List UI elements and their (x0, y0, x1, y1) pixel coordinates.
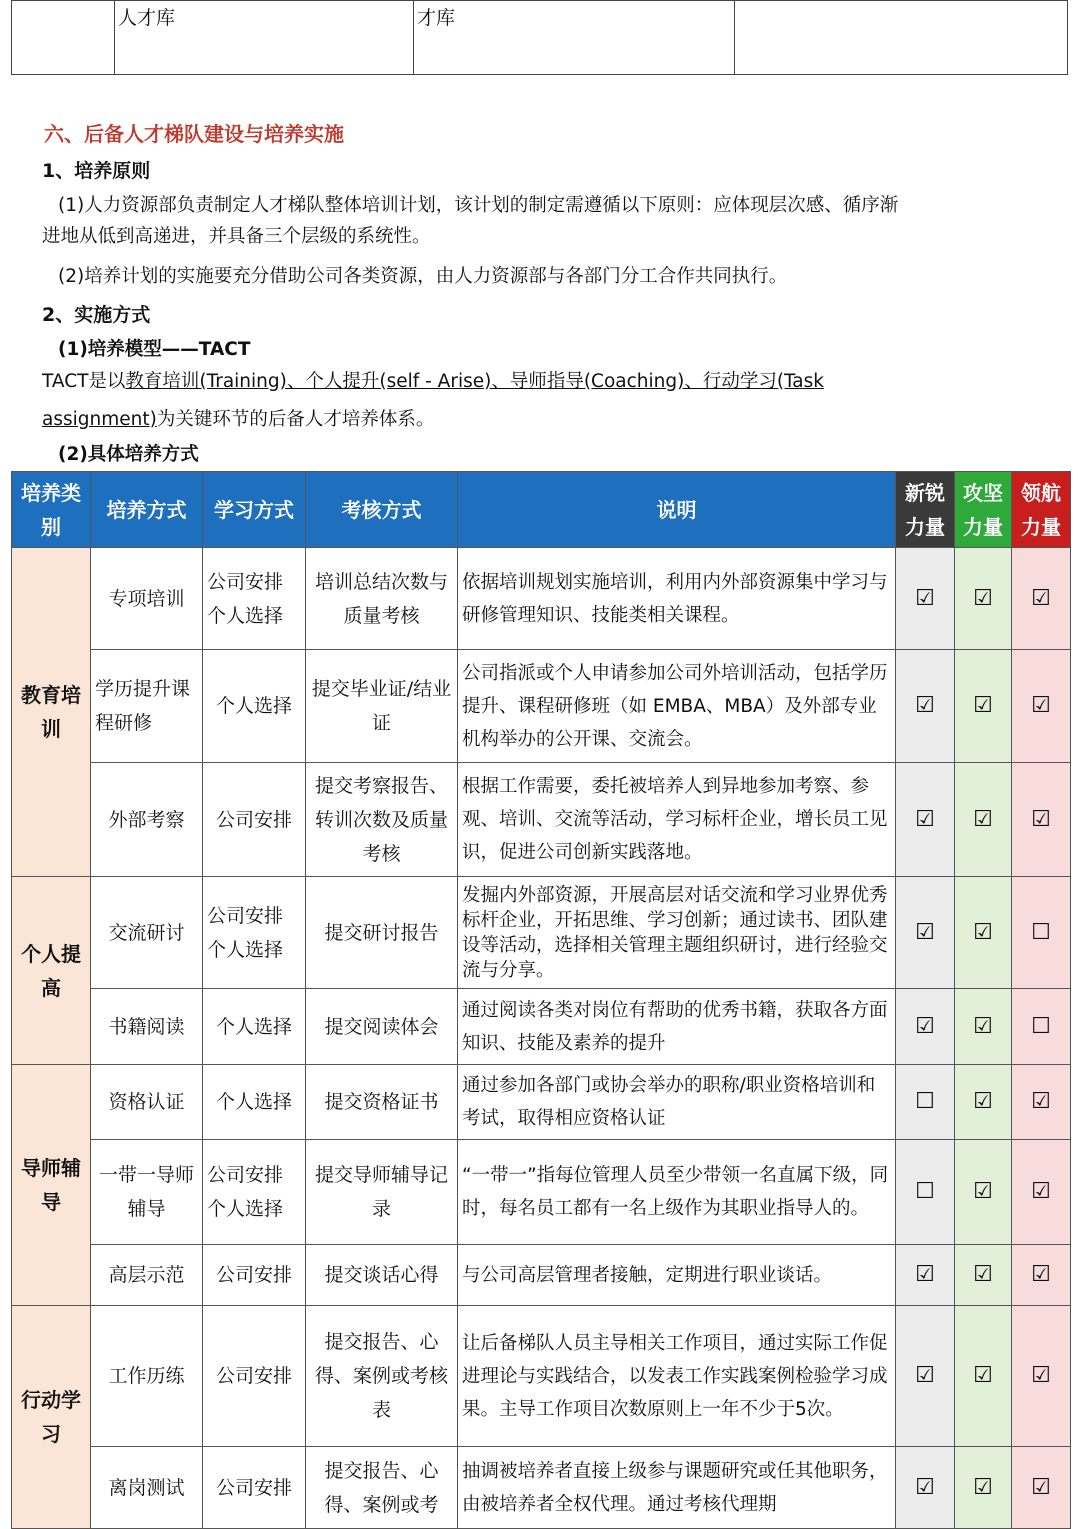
checked-box-icon: ☑ (1031, 585, 1051, 611)
checked-box-icon: ☑ (915, 693, 935, 718)
checked-box-icon: ☑ (1031, 1089, 1051, 1114)
table-row (12, 763, 1071, 877)
assessment-cell: 提交报告、心得、案例或考核表 (306, 1306, 458, 1447)
attack-force-mark (955, 1447, 1012, 1529)
description-cell: 通过阅读各类对岗位有帮助的优秀书籍，获取各方面知识、技能及素养的提升 (458, 989, 896, 1065)
checked-box-icon: ☑ (915, 585, 935, 611)
new-force-mark (896, 763, 955, 877)
section-title: 六、后备人才梯队建设与培养实施 (44, 122, 344, 146)
learning-cell: 公司安排 (203, 1447, 306, 1529)
header-learning: 学习方式 (203, 472, 306, 548)
learning-cell: 个人选择 (203, 650, 306, 763)
checked-box-icon: ☑ (1031, 693, 1051, 718)
method-cell: 资格认证 (91, 1065, 203, 1140)
model-title: (1)培养模型——TACT (58, 339, 251, 360)
assessment-cell: 提交毕业证/结业证 (306, 650, 458, 763)
lead-force-mark (1012, 1140, 1071, 1245)
header-description: 说明 (458, 472, 896, 548)
header-new-force: 新锐力量 (896, 472, 955, 548)
checked-box-icon: ☑ (973, 1363, 993, 1388)
checked-box-icon: ☑ (1031, 1262, 1051, 1287)
description-cell: 发掘内外部资源，开展高层对话交流和学习业界优秀标杆企业，开拓思维、学习创新；通过读书、团队建设等活动，选择相关管理主题组织研讨，进行经验交流与分享。 (458, 877, 896, 989)
assessment-cell: 提交谈话心得 (306, 1245, 458, 1306)
checked-box-icon: ☑ (973, 1179, 993, 1204)
description-cell: 与公司高层管理者接触，定期进行职业谈话。 (458, 1245, 896, 1306)
learning-cell: 公司安排个人选择 (203, 877, 306, 989)
description-cell: “一带一”指每位管理人员至少带领一名直属下级，同时，每名员工都有一名上级作为其职业指导人的。 (458, 1140, 896, 1245)
prev-cell-2: 才库 (414, 1, 735, 75)
new-force-mark (896, 989, 955, 1065)
lead-force-mark (1012, 877, 1071, 989)
header-lead-force: 领航力量 (1012, 472, 1071, 548)
prev-cell-0 (12, 1, 115, 75)
principle-2: (2)培养计划的实施要充分借助公司各类资源，由人力资源部与各部门分工合作共同执行。 (58, 266, 788, 287)
header-category: 培养类别 (12, 472, 91, 548)
checked-box-icon: ☑ (1031, 1474, 1051, 1500)
learning-cell: 公司安排个人选择 (203, 548, 306, 650)
unchecked-box-icon: ☐ (1031, 919, 1051, 945)
new-force-mark (896, 1245, 955, 1306)
attack-force-mark (955, 1245, 1012, 1306)
lead-force-mark (1012, 1306, 1071, 1447)
method-cell: 工作历练 (91, 1306, 203, 1447)
prev-cell-1: 人才库 (115, 1, 414, 75)
attack-force-mark (955, 989, 1012, 1065)
learning-cell: 个人选择 (203, 989, 306, 1065)
header-attack-force: 攻坚力量 (955, 472, 1012, 548)
checked-box-icon: ☑ (915, 806, 935, 832)
new-force-mark (896, 1306, 955, 1447)
table-row (12, 1447, 1071, 1529)
specific-title: (2)具体培养方式 (58, 444, 199, 465)
method-cell: 高层示范 (91, 1245, 203, 1306)
tact-suffix: 为关键环节的后备人才培养体系。 (156, 409, 435, 430)
new-force-mark (896, 650, 955, 763)
table-row (12, 650, 1071, 763)
tact-line1 (42, 366, 1052, 398)
heading-principles: 1、培养原则 (42, 160, 151, 182)
description-cell: 公司指派或个人申请参加公司外培训活动，包括学历提升、课程研修班（如 EMBA、MBA）及外部专业机构举办的公开课、交流会。 (458, 650, 896, 763)
previous-table-fragment (11, 0, 1068, 75)
checked-box-icon: ☑ (1031, 806, 1051, 832)
lead-force-mark (1012, 1245, 1071, 1306)
assessment-cell: 提交研讨报告 (306, 877, 458, 989)
method-cell: 书籍阅读 (91, 989, 203, 1065)
description-cell: 抽调被培养者直接上级参与课题研究或任其他职务，由被培养者全权代理。通过考核代理期 (458, 1447, 896, 1529)
checked-box-icon: ☑ (973, 919, 993, 945)
method-cell: 学历提升课程研修 (91, 650, 203, 763)
category-cell: 行动学习 (12, 1306, 91, 1529)
checked-box-icon: ☑ (973, 693, 993, 718)
attack-force-mark (955, 1140, 1012, 1245)
table-row (12, 989, 1071, 1065)
new-force-mark (896, 548, 955, 650)
category-cell: 导师辅导 (12, 1065, 91, 1306)
checked-box-icon: ☑ (973, 1262, 993, 1287)
unchecked-box-icon: ☐ (1031, 1013, 1051, 1039)
attack-force-mark (955, 1306, 1012, 1447)
checked-box-icon: ☑ (915, 1474, 935, 1500)
prev-cell-3 (735, 1, 1068, 75)
checked-box-icon: ☑ (1031, 1179, 1051, 1204)
principle-1-line1: (1)人力资源部负责制定人才梯队整体培训计划，该计划的制定需遵循以下原则：应体现层次感、循序渐 (58, 195, 899, 216)
checked-box-icon: ☑ (915, 1013, 935, 1039)
attack-force-mark (955, 650, 1012, 763)
header-assessment: 考核方式 (306, 472, 458, 548)
table-row (12, 1140, 1071, 1245)
checked-box-icon: ☑ (973, 1089, 993, 1114)
assessment-cell: 培训总结次数与质量考核 (306, 548, 458, 650)
assessment-cell: 提交阅读体会 (306, 989, 458, 1065)
lead-force-mark (1012, 548, 1071, 650)
method-cell: 专项培训 (91, 548, 203, 650)
table-row (12, 548, 1071, 650)
principle-1-line2: 进地从低到高递进，并具备三个层级的系统性。 (42, 226, 431, 247)
heading-implementation: 2、实施方式 (42, 304, 151, 326)
attack-force-mark (955, 548, 1012, 650)
new-force-mark (896, 877, 955, 989)
assessment-cell: 提交资格证书 (306, 1065, 458, 1140)
method-cell: 交流研讨 (91, 877, 203, 989)
lead-force-mark (1012, 1447, 1071, 1529)
unchecked-box-icon: ☐ (915, 1179, 935, 1204)
checked-box-icon: ☑ (973, 585, 993, 611)
unchecked-box-icon: ☐ (915, 1089, 935, 1114)
tact-line2 (42, 404, 434, 436)
header-method: 培养方式 (91, 472, 203, 548)
category-cell: 教育培训 (12, 548, 91, 877)
new-force-mark (896, 1447, 955, 1529)
lead-force-mark (1012, 650, 1071, 763)
lead-force-mark (1012, 763, 1071, 877)
description-cell: 根据工作需要，委托被培养人到异地参加考察、参观、培训、交流等活动，学习标杆企业，增长员工见识，促进公司创新实践落地。 (458, 763, 896, 877)
attack-force-mark (955, 1065, 1012, 1140)
checked-box-icon: ☑ (915, 1363, 935, 1388)
description-cell: 让后备梯队人员主导相关工作项目，通过实际工作促进理论与实践结合，以发表工作实践案例检验学习成果。主导工作项目次数原则上一年不少于5次。 (458, 1306, 896, 1447)
checked-box-icon: ☑ (973, 1013, 993, 1039)
table-row (12, 877, 1071, 989)
category-cell: 个人提高 (12, 877, 91, 1065)
learning-cell: 公司安排 (203, 1245, 306, 1306)
checked-box-icon: ☑ (973, 806, 993, 832)
description-cell: 依据培训规划实施培训，利用内外部资源集中学习与研修管理知识、技能类相关课程。 (458, 548, 896, 650)
table-row (12, 1245, 1071, 1306)
tact-prefix: TACT是以 (42, 371, 126, 392)
assessment-cell: 提交报告、心得、案例或考 (306, 1447, 458, 1529)
new-force-mark (896, 1065, 955, 1140)
new-force-mark (896, 1140, 955, 1245)
learning-cell: 公司安排 (203, 763, 306, 877)
learning-cell: 公司安排个人选择 (203, 1140, 306, 1245)
learning-cell: 个人选择 (203, 1065, 306, 1140)
table-row (12, 1306, 1071, 1447)
checked-box-icon: ☑ (915, 1262, 935, 1287)
attack-force-mark (955, 877, 1012, 989)
checked-box-icon: ☑ (915, 919, 935, 945)
tact-underlined-2: assignment) (42, 409, 157, 430)
assessment-cell: 提交考察报告、转训次数及质量考核 (306, 763, 458, 877)
description-cell: 通过参加各部门或协会举办的职称/职业资格培训和考试，取得相应资格认证 (458, 1065, 896, 1140)
lead-force-mark (1012, 1065, 1071, 1140)
training-methods-table (11, 471, 1071, 1529)
learning-cell: 公司安排 (203, 1306, 306, 1447)
method-cell: 离岗测试 (91, 1447, 203, 1529)
attack-force-mark (955, 763, 1012, 877)
method-cell: 外部考察 (91, 763, 203, 877)
checked-box-icon: ☑ (973, 1474, 993, 1500)
method-cell: 一带一导师辅导 (91, 1140, 203, 1245)
table-row (12, 1065, 1071, 1140)
lead-force-mark (1012, 989, 1071, 1065)
checked-box-icon: ☑ (1031, 1363, 1051, 1388)
assessment-cell: 提交导师辅导记录 (306, 1140, 458, 1245)
tact-underlined-1: 教育培训(Training)、个人提升(self - Arise)、导师指导(Coaching)、行动学习(Task (125, 371, 824, 392)
